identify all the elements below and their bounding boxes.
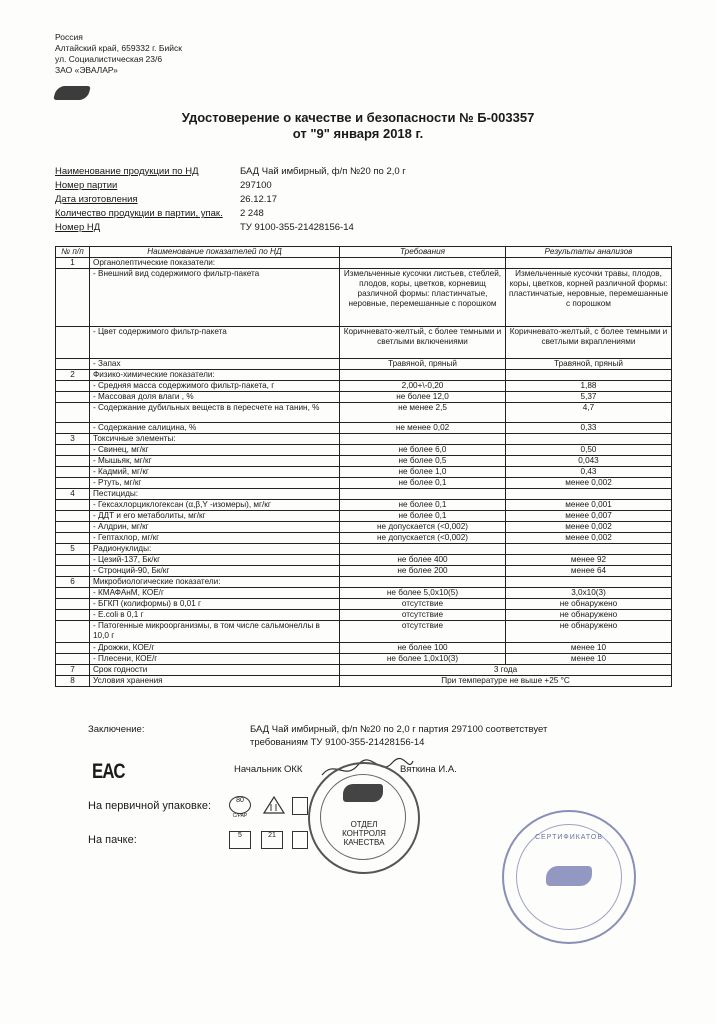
meta-value: 26.12.17 (240, 194, 277, 205)
row-number: 8 (56, 676, 90, 687)
table-row (56, 588, 672, 599)
row-requirement (340, 544, 506, 555)
row-indicator-name: - E.coli в 0,1 г (90, 610, 340, 621)
company-address (55, 32, 182, 76)
conclusion-text-1: БАД Чай имбирный, ф/п №20 по 2,0 г партия 297100 соответствует (250, 724, 548, 735)
row-result: 0,33 (506, 423, 672, 434)
row-indicator-name: - Средняя масса содержимого фильтр-пакета, г (90, 381, 340, 392)
meta-label: Номер партии (55, 180, 118, 191)
row-result: 5,37 (506, 392, 672, 403)
row-result: 0,43 (506, 467, 672, 478)
row-number (56, 621, 90, 643)
table-row (56, 456, 672, 467)
row-requirement (340, 577, 506, 588)
row-number (56, 610, 90, 621)
row-result: Коричневато-желтый, с более темными и светлыми вкраплениями (506, 327, 672, 359)
row-requirement: не более 1,0х10(3) (340, 654, 506, 665)
recycle-code: 5 (238, 832, 242, 839)
qc-stamp-text: ОТДЕЛ КОНТРОЛЯ КАЧЕСТВА (342, 820, 386, 847)
row-requirement: При температуре не выше +25 °С (340, 676, 672, 687)
row-number (56, 456, 90, 467)
recycle-21-icon (261, 831, 283, 849)
row-number: 7 (56, 665, 90, 676)
row-requirement: не более 6,0 (340, 445, 506, 456)
table-row (56, 269, 672, 327)
row-indicator-name: - Массовая доля влаги , % (90, 392, 340, 403)
col-header-results: Результаты анализов (506, 247, 672, 258)
table-row (56, 610, 672, 621)
row-number (56, 269, 90, 327)
table-section-row (56, 489, 672, 500)
row-indicator-name: Радионуклиды: (90, 544, 340, 555)
table-section-row (56, 370, 672, 381)
row-number (56, 588, 90, 599)
table-row (56, 654, 672, 665)
table-row (56, 533, 672, 544)
evalar-logo (53, 86, 91, 100)
signature-position: Начальник ОКК (234, 764, 303, 775)
meta-label: Дата изготовления (55, 194, 138, 205)
row-number: 4 (56, 489, 90, 500)
cert-stamp-text: СЕРТИФИКАТОВ (534, 834, 603, 841)
row-indicator-name: - Ртуть, мг/кг (90, 478, 340, 489)
meta-row (55, 222, 354, 233)
row-result: 3,0х10(3) (506, 588, 672, 599)
table-section-row (56, 434, 672, 445)
row-number (56, 599, 90, 610)
row-number: 2 (56, 370, 90, 381)
document-title: Удостоверение о качестве и безопасности № Б-003357 (181, 110, 535, 125)
table-row (56, 445, 672, 456)
row-requirement: не более 1,0 (340, 467, 506, 478)
row-requirement: не допускается (<0,002) (340, 533, 506, 544)
row-requirement (340, 434, 506, 445)
row-result (506, 577, 672, 588)
row-number (56, 381, 90, 392)
table-section-row (56, 577, 672, 588)
table-header-row (56, 247, 672, 258)
row-number: 1 (56, 258, 90, 269)
row-result: менее 0,002 (506, 478, 672, 489)
row-result: менее 0,002 (506, 522, 672, 533)
row-number (56, 566, 90, 577)
row-requirement: не более 12,0 (340, 392, 506, 403)
recycle-80-icon (229, 796, 251, 814)
row-number (56, 522, 90, 533)
row-requirement (340, 258, 506, 269)
row-indicator-name: - Содержание дубильных веществ в пересчете на танин, % (90, 403, 340, 423)
row-requirement: не более 0,1 (340, 500, 506, 511)
row-indicator-name: Органолептические показатели: (90, 258, 340, 269)
table-section-row (56, 544, 672, 555)
meta-value: ТУ 9100-355-21428156-14 (240, 222, 354, 233)
row-indicator-name: - КМАФАнМ, КОЕ/г (90, 588, 340, 599)
row-number (56, 467, 90, 478)
meta-value: БАД Чай имбирный, ф/п №20 по 2,0 г (240, 166, 406, 177)
row-indicator-name: - Кадмий, мг/кг (90, 467, 340, 478)
row-result: менее 0,001 (506, 500, 672, 511)
row-result (506, 434, 672, 445)
row-indicator-name: Токсичные элементы: (90, 434, 340, 445)
row-indicator-name: - БГКП (колиформы) в 0,01 г (90, 599, 340, 610)
row-requirement: не менее 2,5 (340, 403, 506, 423)
row-number (56, 500, 90, 511)
row-result: менее 64 (506, 566, 672, 577)
table-row (56, 467, 672, 478)
table-body (56, 258, 672, 687)
table-row (56, 643, 672, 654)
pack-label: На пачке: (88, 834, 137, 846)
row-number (56, 423, 90, 434)
row-result (506, 370, 672, 381)
row-requirement: не более 0,1 (340, 511, 506, 522)
row-requirement: не более 5,0х10(5) (340, 588, 506, 599)
row-result (506, 258, 672, 269)
table-row (56, 599, 672, 610)
table-row (56, 359, 672, 370)
col-header-requirements: Требования (340, 247, 506, 258)
row-result: не обнаружено (506, 599, 672, 610)
row-result (506, 489, 672, 500)
row-indicator-name: - Гептахлор, мг/кг (90, 533, 340, 544)
row-requirement: не более 400 (340, 555, 506, 566)
primary-packaging-label: На первичной упаковке: (88, 800, 212, 812)
table-row (56, 381, 672, 392)
row-result: не обнаружено (506, 621, 672, 643)
row-indicator-name: - Дрожжи, КОЕ/г (90, 643, 340, 654)
row-number: 5 (56, 544, 90, 555)
meta-value: 2 248 (240, 208, 264, 219)
row-number (56, 445, 90, 456)
row-indicator-name: - ДДТ и его метаболиты, мг/кг (90, 511, 340, 522)
row-number (56, 654, 90, 665)
row-indicator-name: - Цезий-137, Бк/кг (90, 555, 340, 566)
row-number (56, 327, 90, 359)
row-number (56, 392, 90, 403)
row-number (56, 643, 90, 654)
row-indicator-name: - Цвет содержимого фильтр-пакета (90, 327, 340, 359)
row-result: Травяной, пряный (506, 359, 672, 370)
meta-row (55, 208, 264, 219)
row-requirement: не более 0,5 (340, 456, 506, 467)
fork-glass-icon (263, 796, 285, 814)
row-requirement (340, 370, 506, 381)
recycle-code: 21 (268, 832, 276, 839)
address-line: Алтайский край, 659332 г. Бийск (55, 43, 182, 53)
table-row (56, 478, 672, 489)
address-line: Россия (55, 32, 83, 42)
table-row (56, 555, 672, 566)
table-row (56, 392, 672, 403)
row-requirement: 2,00+\-0,20 (340, 381, 506, 392)
row-requirement: Коричневато-желтый, с более темными и светлыми включениями (340, 327, 506, 359)
table-row (56, 621, 672, 643)
conclusion-label: Заключение: (88, 724, 145, 735)
conclusion-text-2: требованиям ТУ 9100-355-21428156-14 (250, 737, 425, 748)
tidyman-icon (292, 831, 308, 849)
row-indicator-name: Срок годности (90, 665, 340, 676)
row-number (56, 403, 90, 423)
row-result (506, 544, 672, 555)
row-number (56, 533, 90, 544)
row-indicator-name: - Содержание салицина, % (90, 423, 340, 434)
evalar-logo (343, 784, 383, 802)
row-indicator-name: Пестициды: (90, 489, 340, 500)
row-result: менее 0,002 (506, 533, 672, 544)
row-requirement: Измельченные кусочки листьев, стеблей, плодов, коры, цветков, корневищ различной формы: пластинчатые, неровные, перемешанные с порошком (340, 269, 506, 327)
meta-value: 297100 (240, 180, 272, 191)
table-row (56, 566, 672, 577)
row-indicator-name: - Стронций-90, Бк/кг (90, 566, 340, 577)
table-row (56, 522, 672, 533)
row-requirement: не более 0,1 (340, 478, 506, 489)
document-date: от "9" января 2018 г. (292, 126, 424, 141)
row-indicator-name: - Запах (90, 359, 340, 370)
row-indicator-name: - Алдрин, мг/кг (90, 522, 340, 533)
qc-department-stamp (308, 762, 420, 874)
row-result: 0,50 (506, 445, 672, 456)
row-requirement: отсутствие (340, 599, 506, 610)
row-requirement: Травяной, пряный (340, 359, 506, 370)
meta-row (55, 194, 277, 205)
meta-row (55, 166, 406, 177)
quality-table (55, 246, 672, 687)
certificates-stamp (502, 810, 636, 944)
table-row (56, 511, 672, 522)
row-number (56, 511, 90, 522)
row-indicator-name: - Внешний вид содержимого фильтр-пакета (90, 269, 340, 327)
row-result: 0,043 (506, 456, 672, 467)
row-indicator-name: - Гексахлорциклогексан (α,β,Y -изомеры), мг/кг (90, 500, 340, 511)
row-requirement: 3 года (340, 665, 672, 676)
table-section-row (56, 258, 672, 269)
row-indicator-name: Физико-химические показатели: (90, 370, 340, 381)
row-requirement: не более 100 (340, 643, 506, 654)
col-header-name: Наименование показателей по НД (90, 247, 340, 258)
col-header-number: № п/п (56, 247, 90, 258)
row-indicator-name: - Мышьяк, мг/кг (90, 456, 340, 467)
row-result: менее 10 (506, 654, 672, 665)
recycle-code: 80 (236, 797, 244, 804)
meta-row (55, 180, 272, 191)
table-row (56, 665, 672, 676)
table-row (56, 500, 672, 511)
table-row (56, 403, 672, 423)
row-result: 4,7 (506, 403, 672, 423)
row-number (56, 555, 90, 566)
eac-mark: ЕАС (92, 760, 125, 783)
row-number (56, 478, 90, 489)
row-result: не обнаружено (506, 610, 672, 621)
row-result: Измельченные кусочки травы, плодов, коры, цветков, корней различной формы: пластинчатые, неровные, перемешанные с порошком (506, 269, 672, 327)
table-row (56, 676, 672, 687)
row-indicator-name: Микробиологические показатели: (90, 577, 340, 588)
row-number (56, 359, 90, 370)
address-line: ул. Социалистическая 23/6 (55, 54, 163, 64)
company-name: ЗАО «ЭВАЛАР» (55, 65, 118, 75)
meta-label: Количество продукции в партии, упак. (55, 208, 223, 219)
row-indicator-name: Условия хранения (90, 676, 340, 687)
row-indicator-name: - Плесени, КОЕ/г (90, 654, 340, 665)
meta-label: Номер НД (55, 222, 101, 233)
row-result: менее 92 (506, 555, 672, 566)
row-result: менее 10 (506, 643, 672, 654)
row-requirement: не менее 0,02 (340, 423, 506, 434)
tidyman-icon (292, 797, 308, 815)
row-requirement: отсутствие (340, 621, 506, 643)
row-requirement: не допускается (<0,002) (340, 522, 506, 533)
table-row (56, 327, 672, 359)
row-indicator-name: - Патогенные микроорганизмы, в том числе сальмонеллы в 10,0 г (90, 621, 340, 643)
row-requirement (340, 489, 506, 500)
recycle-material: С/PAP (232, 813, 248, 819)
row-indicator-name: - Свинец, мг/кг (90, 445, 340, 456)
meta-label: Наименование продукции по НД (55, 166, 199, 177)
row-requirement: не более 200 (340, 566, 506, 577)
row-number: 6 (56, 577, 90, 588)
table-row (56, 423, 672, 434)
row-result: менее 0,007 (506, 511, 672, 522)
recycle-5-icon (229, 831, 251, 849)
signature-name: Вяткина И.А. (400, 764, 457, 775)
row-number: 3 (56, 434, 90, 445)
evalar-logo (546, 866, 592, 886)
row-result: 1,88 (506, 381, 672, 392)
row-requirement: отсутствие (340, 610, 506, 621)
